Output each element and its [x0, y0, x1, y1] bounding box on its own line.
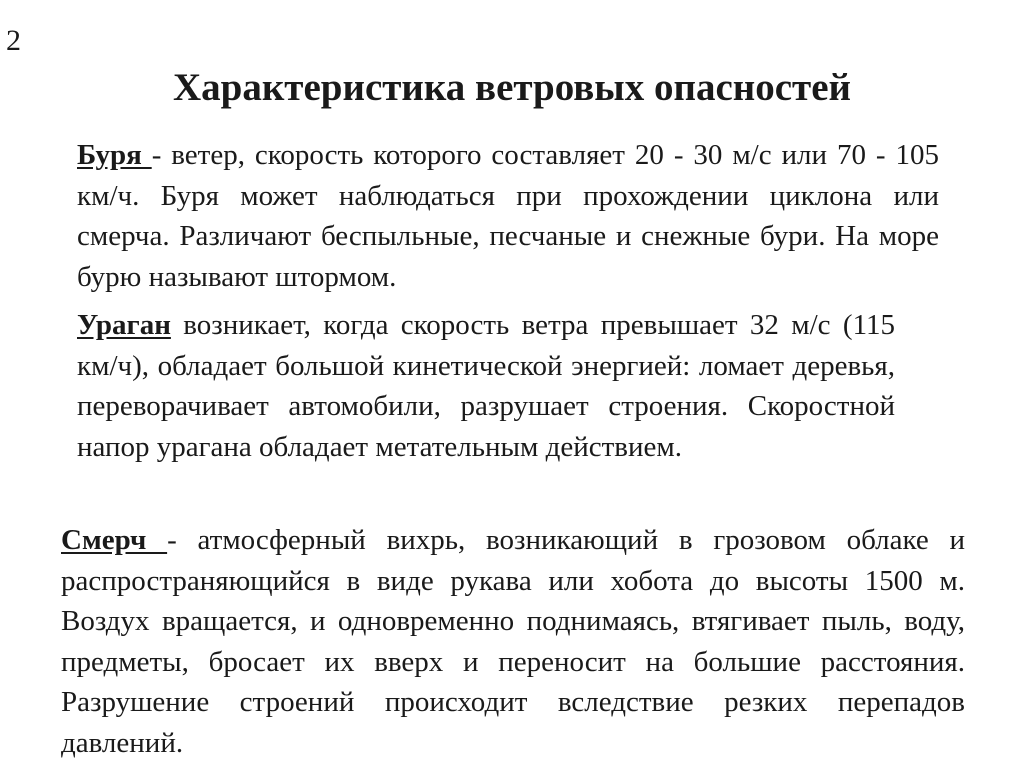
definition-tornado: - атмосферный вихрь, возникающий в грозовом облаке и распространяющийся в виде рукава или хобота до высоты 1500 м. Воздух вращается, и одновременно поднимаясь, втягивает пыль, воду, предметы, бросает их вверх и переносит на большие расстояния. Разрушение строений происходит вследствие резких перепадов давлений. [61, 524, 965, 759]
paragraph-hurricane [77, 305, 895, 467]
term-tornado: Смерч [61, 524, 168, 556]
definition-storm: - ветер, скорость которого составляет 20 - 30 м/с или 70 - 105 км/ч. Буря может наблюдаться при прохождении циклона или смерча. Различают беспыльные, песчаные и снежные бури. На море бурю называют штормом. [77, 139, 939, 293]
paragraph-tornado [61, 520, 965, 763]
term-hurricane: Ураган [77, 309, 171, 341]
term-storm: Буря [77, 139, 152, 171]
slide-title: Характеристика ветровых опасностей [172, 66, 851, 109]
definition-hurricane: возникает, когда скорость ветра превышает 32 м/с (115 км/ч), обладает большой кинетической энергией: ломает деревья, переворачивает автомобили, разрушает строения. Скоростной напор урагана обладает метательным действием. [77, 309, 895, 463]
paragraph-storm [77, 135, 939, 297]
slide-number: 2 [6, 24, 21, 57]
